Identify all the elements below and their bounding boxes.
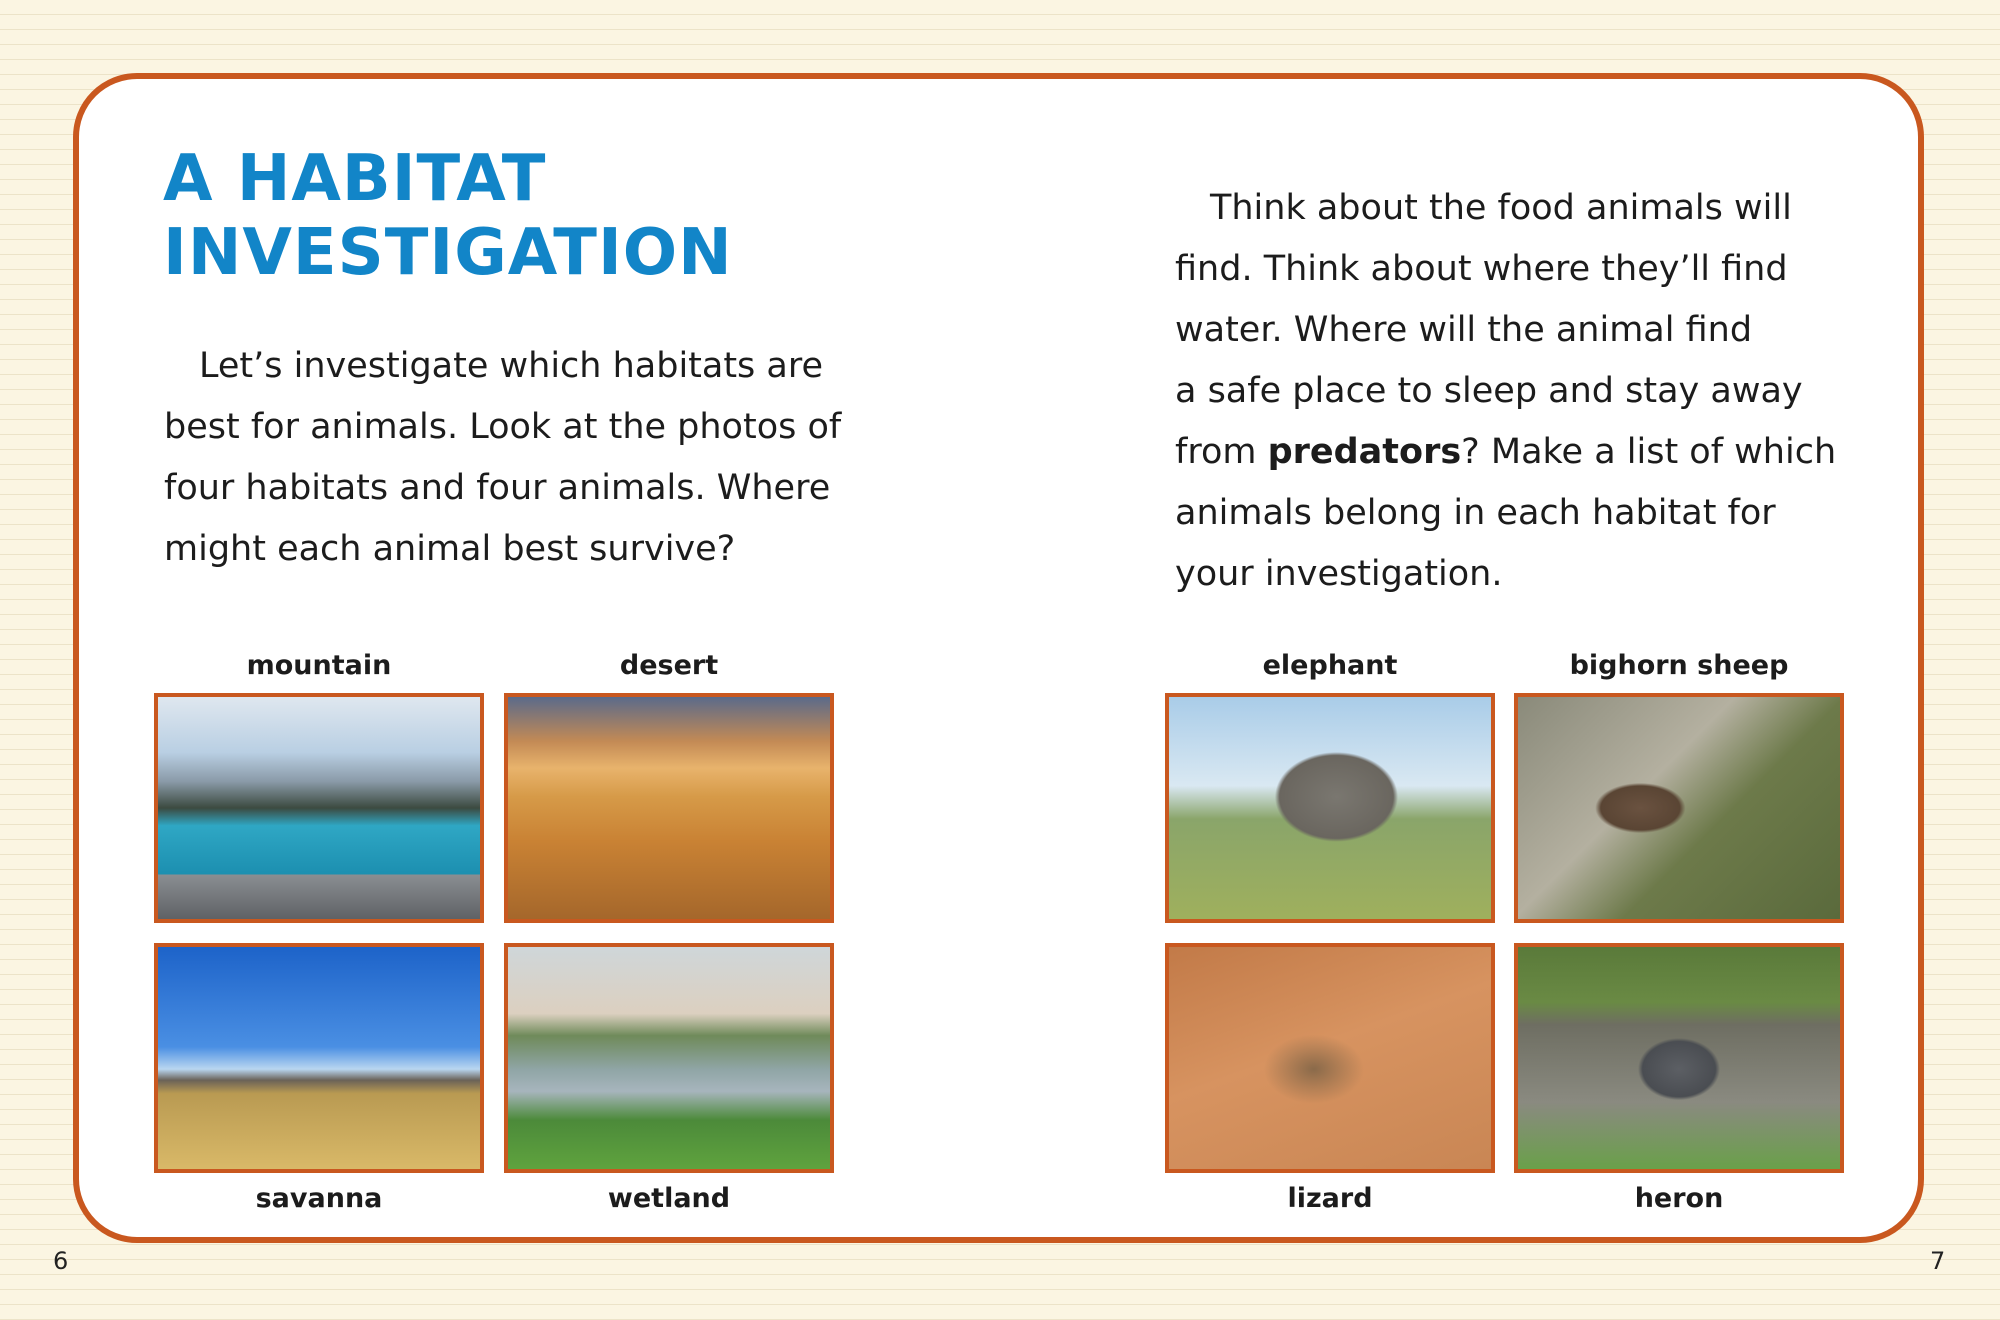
caption-wetland: wetland — [607, 1183, 731, 1214]
instructions-paragraph — [1175, 178, 1836, 605]
photo-savanna — [154, 943, 484, 1173]
title-line-2: INVESTIGATION — [163, 216, 733, 290]
intro-line-2: best for animals. Look at the photos of — [164, 407, 842, 447]
photo-bighorn-sheep — [1514, 693, 1844, 923]
keyword-predators: predators — [1267, 432, 1462, 472]
instr-line-4: a safe place to sleep and stay away — [1175, 371, 1803, 411]
page-number-left: 6 — [53, 1247, 69, 1275]
instr-line-3: water. Where will the animal find — [1175, 310, 1753, 350]
instr-line-7: your investigation. — [1175, 554, 1503, 594]
caption-elephant: elephant — [1262, 650, 1398, 681]
instr-line-5: from predators? Make a list of which — [1175, 432, 1837, 472]
intro-line-4: might each animal best survive? — [164, 529, 736, 569]
caption-desert: desert — [619, 650, 719, 681]
title-line-1: A HABITAT — [163, 142, 547, 216]
intro-line-1: Let’s investigate which habitats are — [199, 346, 824, 386]
caption-lizard: lizard — [1287, 1183, 1373, 1214]
caption-heron: heron — [1634, 1183, 1724, 1214]
instr-line-6: animals belong in each habitat for — [1175, 493, 1776, 533]
intro-paragraph — [164, 336, 841, 580]
instr-line-1: Think about the food animals will — [1210, 188, 1792, 228]
caption-mountain: mountain — [246, 650, 392, 681]
photo-elephant — [1165, 693, 1495, 923]
photo-lizard — [1165, 943, 1495, 1173]
photo-wetland — [504, 943, 834, 1173]
photo-heron — [1514, 943, 1844, 1173]
photo-mountain — [154, 693, 484, 923]
caption-bighorn-sheep: bighorn sheep — [1569, 650, 1789, 681]
photo-desert — [504, 693, 834, 923]
instr-line-2: find. Think about where they’ll find — [1175, 249, 1788, 289]
page-number-right: 7 — [1930, 1247, 1946, 1275]
caption-savanna: savanna — [255, 1183, 383, 1214]
intro-line-3: four habitats and four animals. Where — [164, 468, 831, 508]
page-title — [163, 142, 733, 290]
